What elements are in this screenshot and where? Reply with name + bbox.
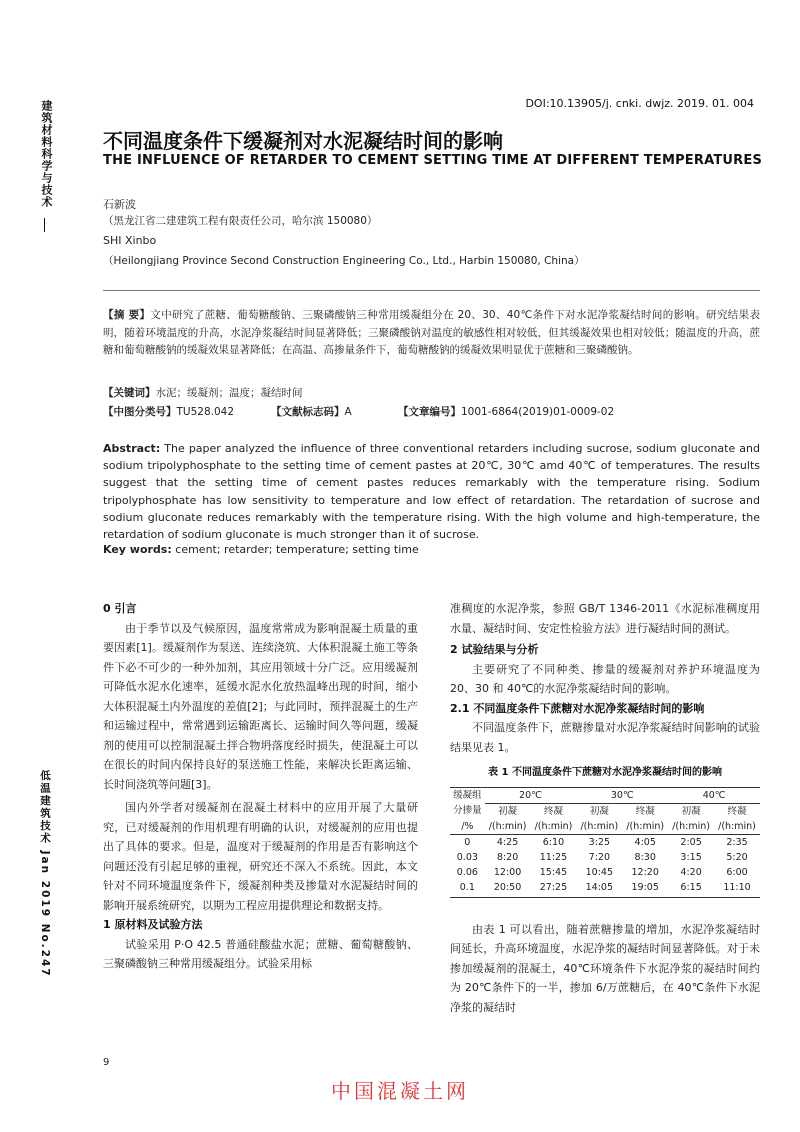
- table-cell: 12:20: [631, 866, 659, 878]
- table-header-cell: 缓凝组: [453, 789, 482, 801]
- doc-label: 【文献标志码】: [271, 406, 345, 418]
- table-1: [450, 787, 760, 898]
- table-cell: 12:00: [493, 866, 522, 878]
- table-header-cell: 分掺量: [453, 805, 482, 817]
- table-cell: 19:05: [622, 880, 668, 898]
- page-number: 9: [103, 1057, 110, 1068]
- table-1-caption: 表 1 不同温度条件下蔗糖对水泥净浆凝结时间的影响: [488, 767, 722, 778]
- body-left-column: [103, 599, 418, 974]
- affiliation-english: （Heilongjiang Province Second Construction Engineering Co., Ltd., Harbin 150080, China）: [103, 255, 585, 267]
- section-2-1-heading: 2.1 不同温度条件下蔗糖对水泥净浆凝结时间的影响: [450, 701, 705, 715]
- author-chinese: 石新波: [103, 198, 136, 211]
- table-cell: 7:20: [588, 851, 611, 863]
- table-cell: 3:25: [588, 836, 611, 848]
- abstract-cn-text: 文中研究了蔗糖、葡萄糖酸钠、三聚磷酸钠三种常用缓凝组分在 20、30、40℃条件下对水泥净浆凝结时间的影响。研究结果表明，随着环境温度的升高，水泥净浆凝结时间显著降低；三聚磷酸钠对温度的敏感性相对较低，但其缓凝效果也相对较低；随温度的升高，蔗糖和葡萄糖酸钠的缓凝效果显著降低；在高温、高掺量条件下，葡萄糖酸钠的缓凝效果明显优于蔗糖和三聚磷酸钠。: [103, 309, 760, 356]
- table-cell: 6:15: [668, 880, 714, 898]
- table-group-header: 30℃: [576, 787, 668, 803]
- title-english: THE INFLUENCE OF RETARDER TO CEMENT SETTING TIME AT DIFFERENT TEMPERATURES: [103, 153, 763, 168]
- table-cell: 15:45: [539, 866, 568, 878]
- table-header-cell: 初凝: [681, 805, 701, 817]
- affiliation-chinese: （黑龙江省二建建筑工程有限责任公司，哈尔滨 150080）: [103, 215, 378, 227]
- table-header-cell: /(h:min): [622, 819, 668, 835]
- table-header-cell: 终凝: [727, 805, 747, 817]
- table-header-cell: 初凝: [589, 805, 609, 817]
- table-cell: 27:25: [531, 880, 577, 898]
- after-table-paragraph: 由表 1 可以看出，随着蔗糖掺量的增加，水泥净浆凝结时间延长，升高环境温度，水泥净浆的凝结时间显著降低。对于未掺加缓凝剂的混凝土，40℃环境条件下水泥净浆的凝结时间约为 20℃条件下的一半，掺加 6/万蔗糖后，在 40℃条件下水泥净浆的凝结时: [450, 922, 760, 1014]
- doi: DOI:10.13905/j. cnki. dwjz. 2019. 01. 004: [525, 97, 754, 110]
- table-header-cell: /(h:min): [714, 819, 760, 835]
- table-row: [450, 850, 760, 865]
- site-watermark: 中国混凝土网: [331, 1079, 469, 1103]
- abstract-chinese: [103, 307, 760, 360]
- table-cell: 4:25: [496, 836, 519, 848]
- table-row: [450, 865, 760, 880]
- keywords-cn-text: 水泥；缓凝剂；温度；凝结时间: [155, 387, 303, 399]
- keywords-en-label: Key words:: [103, 543, 172, 556]
- abstract-en-label: Abstract:: [103, 442, 161, 455]
- table-header-row: [450, 819, 760, 835]
- section-2-1-paragraph-1: 不同温度条件下，蔗糖掺量对水泥净浆凝结时间影响的试验结果见表 1。: [450, 721, 760, 754]
- section-0-heading: 0 引言: [103, 602, 137, 615]
- art-label: 【文章编号】: [398, 406, 461, 418]
- section-2-heading: 2 试验结果与分析: [450, 643, 539, 656]
- table-cell: 0.1: [450, 880, 485, 898]
- table-cell: 8:30: [634, 851, 656, 863]
- table-header-cell: /(h:min): [485, 819, 531, 835]
- abstract-en-text: The paper analyzed the influence of three conventional retarders including sucrose, sodium gluconate and sodium tripolyphosphate to the setting time of cement pastes at 20℃, 30℃ amd 40℃ of temperatures. The results suggest that the setting time of cement pastes reduces remarkably with the temperature rising. Sodium tripolyphosphate has low sensitivity to temperature and low effect of retardation. The retardation of sucrose and sodium gluconate reduces remarkably with the temperature rising. With the high volume and high-temperature, the retardation of sodium gluconate is much stronger than it of sucrose.: [103, 442, 761, 542]
- table-cell: 4:05: [634, 836, 656, 848]
- clc-code: [103, 404, 234, 419]
- table-cell: 11:25: [539, 851, 568, 863]
- body-right-column: [450, 599, 760, 1017]
- table-cell: 14:05: [576, 880, 622, 898]
- table-header-row: [450, 787, 760, 803]
- table-header-cell: /(h:min): [576, 819, 622, 835]
- table-cell: 0: [464, 836, 471, 848]
- table-cell: 0.06: [456, 866, 478, 878]
- separator-line: [103, 290, 760, 291]
- table-header-cell: /%: [450, 819, 485, 835]
- author-english: SHI Xinbo: [103, 234, 157, 247]
- keywords-cn-label: 【关键词】: [103, 387, 156, 399]
- section-label-dash: [44, 218, 45, 232]
- keywords-english: [103, 543, 419, 556]
- table-cell: 8:20: [496, 851, 519, 863]
- table-header-cell: /(h:min): [531, 819, 577, 835]
- table-header-cell: /(h:min): [668, 819, 714, 835]
- section-1-continued: 准稠度的水泥净浆，参照 GB/T 1346-2011《水泥标准稠度用水量、凝结时间、安定性检验方法》进行凝结时间的测试。: [450, 602, 760, 635]
- abstract-english: [103, 440, 760, 543]
- clc-value: TU528.042: [176, 406, 235, 418]
- clc-label: 【中图分类号】: [103, 406, 177, 418]
- table-cell: 3:15: [680, 851, 702, 863]
- table-cell: 4:20: [680, 866, 702, 878]
- section-0-paragraph-2: 国内外学者对缓凝剂在混凝土材料中的应用开展了大量研究，已对缓凝剂的作用机理有明确的认识，对缓凝剂的应用也提出了具体的要求。但是，温度对于缓凝剂的作用是否有影响这个问题还没有引起足够的重视，研究还不深入不系统。因此，本文针对不同环境温度条件下，缓凝剂种类及掺量对水泥凝结时间的影响开展系统研究，以期为工程应用提供理论和数据支持。: [103, 801, 418, 912]
- journal-section-label: 建筑材料科学与技术: [40, 100, 53, 208]
- table-header-row: [450, 803, 760, 819]
- table-cell: 10:45: [585, 866, 614, 878]
- section-1-heading: 1 原材料及试验方法: [103, 918, 203, 931]
- table-group-header: 40℃: [668, 787, 760, 803]
- art-value: 1001-6864(2019)01-0009-02: [461, 406, 615, 418]
- table-cell: 11:10: [714, 880, 760, 898]
- keywords-chinese: [103, 385, 303, 400]
- table-cell: 2:05: [680, 836, 702, 848]
- abstract-cn-label: 【摘 要】: [103, 309, 151, 321]
- journal-issue-label: 低温建筑技术 Jan 2019 No.247: [39, 770, 51, 978]
- table-header-cell: 终凝: [543, 805, 563, 817]
- keywords-en-text: cement; retarder; temperature; setting time: [175, 543, 419, 556]
- table-cell: 0.03: [456, 851, 478, 863]
- doc-code: [271, 404, 352, 419]
- table-cell: 6:10: [542, 836, 565, 848]
- section-0-paragraph-1: 由于季节以及气候原因，温度常常成为影响混凝土质量的重要因素[1]。缓凝剂作为泵送、连续浇筑、大体积混凝土施工等条件下必不可少的一种外加剂，其应用领域十分广泛。应用缓凝剂可降低水泥水化速率，延缓水泥水化放热温峰出现的时间，缩小大体积混凝土内外温度的差值[2]；与此同时，预拌混凝土的生产和运输过程中，常常遇到运输距离长、运输时间久等问题，缓凝剂的使用可以控制混凝土拌合物坍落度经时损失，使混凝土可以在很长的时间内保持良好的泵送施工性能，来解决长距离运输、长时间浇筑等问题[3]。: [103, 621, 418, 791]
- article-number: [398, 404, 614, 419]
- table-cell: 20:50: [485, 880, 531, 898]
- table-cell: 5:20: [726, 851, 748, 863]
- table-row: [450, 880, 760, 898]
- table-row: [450, 834, 760, 850]
- table-group-header: 20℃: [485, 787, 577, 803]
- table-header-cell: 终凝: [635, 805, 655, 817]
- doc-value: A: [344, 406, 352, 418]
- section-1-paragraph-1: 试验采用 P·O 42.5 普通硅酸盐水泥；蔗糖、葡萄糖酸钠、三聚磷酸钠三种常用缓凝组分。试验采用标: [103, 937, 418, 970]
- table-cell: 6:00: [726, 866, 748, 878]
- section-2-paragraph-1: 主要研究了不同种类、掺量的缓凝剂对养护环境温度为 20、30 和 40℃的水泥净浆凝结时间的影响。: [450, 662, 760, 695]
- table-header-cell: 初凝: [498, 805, 518, 817]
- title-chinese: 不同温度条件下缓凝剂对水泥凝结时间的影响: [103, 129, 503, 153]
- table-cell: 2:35: [726, 836, 748, 848]
